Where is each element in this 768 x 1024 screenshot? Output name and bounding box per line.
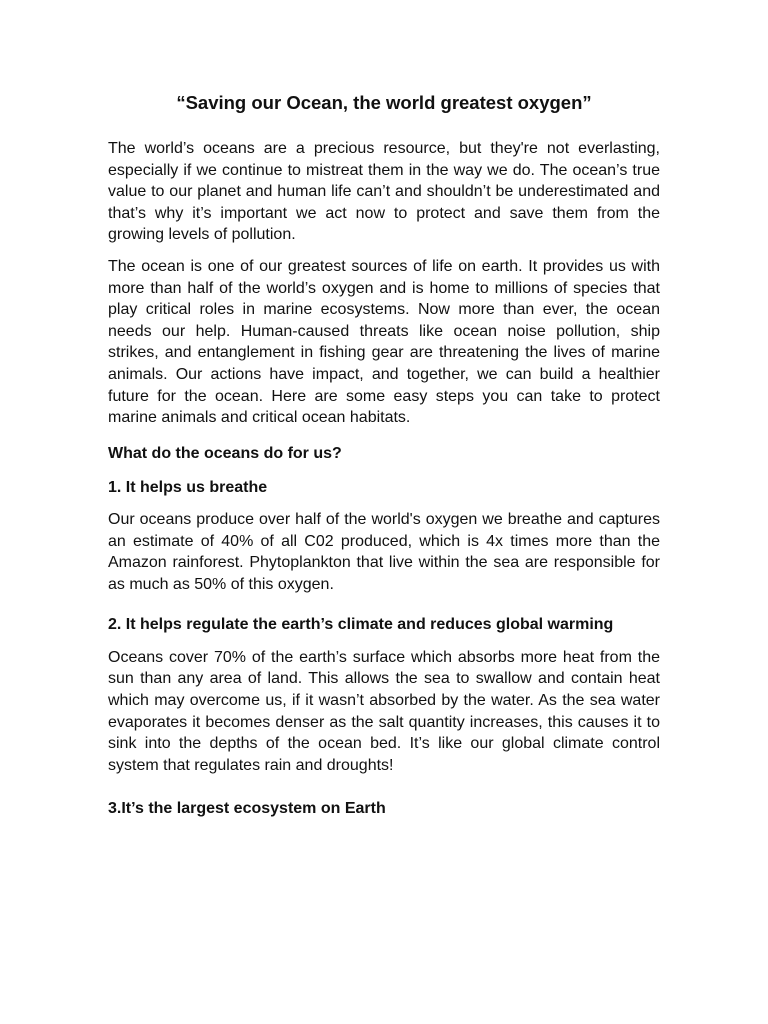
section-heading-ecosystem: 3.It’s the largest ecosystem on Earth	[108, 800, 386, 818]
ocean-life-paragraph: The ocean is one of our greatest sources of life on earth. It provides us with more than half of the world’s oxygen and is home to millions of species that play critical roles in marine ecosystems. Now more than ever, the ocean needs our help. Human-caused threats like ocean noise pollution, ship strikes, and entanglement in fishing gear are threatening the lives of marine animals. Our actions have impact, and together, we can build a healthier future for the ocean. Here are some easy steps you can take to protect marine animals and critical ocean habitats.	[108, 257, 660, 427]
breathe-paragraph: Our oceans produce over half of the world's oxygen we breathe and captures an estimate of 40% of all C02 produced, which is 4x times more than the Amazon rainforest. Phytoplankton that live within the sea are responsible for as much as 50% of this oxygen.	[108, 510, 660, 593]
intro-paragraph: The world’s oceans are a precious resource, but they're not everlasting, especially if we continue to mistreat them in the way we do. The ocean’s true value to our planet and human life can’t and shouldn’t be underestimated and that’s why it’s important we act now to protect and save them from the growing levels of pollution.	[108, 140, 660, 244]
document-title: “Saving our Ocean, the world greatest oxygen”	[176, 92, 592, 113]
document-page	[108, 92, 660, 820]
section-heading-what-oceans-do: What do the oceans do for us?	[108, 444, 342, 462]
section-heading-breathe: 1. It helps us breathe	[108, 479, 268, 497]
section-heading-climate: 2. It helps regulate the earth’s climate and reduces global warming	[108, 616, 614, 634]
climate-paragraph: Oceans cover 70% of the earth’s surface which absorbs more heat from the sun than any area of land. This allows the sea to swallow and contain heat which may overcome us, if it wasn’t absorbed by the water. As the sea water evaporates it becomes denser as the salt quantity increases, this causes it to sink into the depths of the ocean bed. It’s like our global climate control system that regulates rain and droughts!	[108, 648, 660, 774]
